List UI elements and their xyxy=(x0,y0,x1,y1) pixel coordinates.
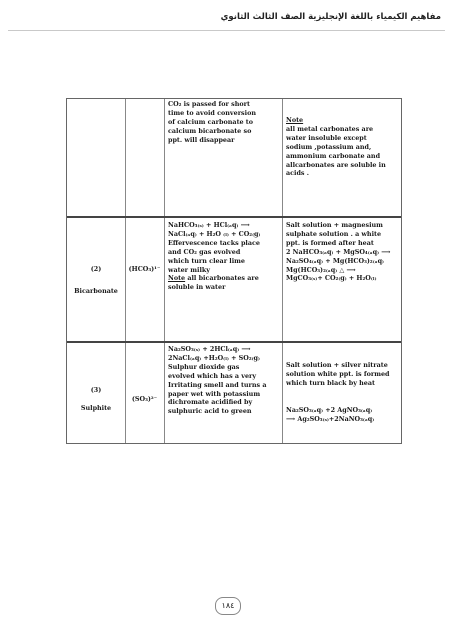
equation-line: NaHCO₃₍ₛ₎ + HCl₍ₐq₎ ⟶ xyxy=(168,221,250,229)
text-line: Irritating smell and turns a xyxy=(168,380,267,389)
sulphite-test-cell xyxy=(168,345,267,416)
sulphite-confirm-cell xyxy=(286,361,390,388)
bicarbonate-confirm-cell xyxy=(286,221,390,283)
top-note-cell xyxy=(286,116,386,178)
bicarbonate-test-cell xyxy=(168,221,260,292)
equation-line: 2 NaHCO₃₍ₐq₎ + MgSO₄₍ₐq₎ ⟶ xyxy=(286,247,391,256)
note-heading: Note xyxy=(286,116,304,124)
equation-line: ⟶ Ag₂SO₃₍ₛ₎+2NaNO₃₍ₐq₎ xyxy=(286,414,375,423)
note-text: soluble in water xyxy=(168,283,226,292)
row-divider xyxy=(67,216,401,218)
text-line: which turn clear lime xyxy=(168,256,245,265)
anion-formula: (HCO₃)¹⁻ xyxy=(128,265,161,273)
page-header: مفاهيم الكيمياء باللغة الإنجليزية الصف الثالث الثانوي xyxy=(220,12,441,22)
text-line: ammonium carbonate and xyxy=(286,151,381,160)
header-divider xyxy=(8,30,445,31)
column-divider xyxy=(282,99,283,443)
page-number: ١٨٤ xyxy=(215,597,241,615)
note-text: all bicarbonates are xyxy=(187,274,259,283)
text-line: allcarbonates are soluble in xyxy=(286,160,386,169)
text-line: which turn black by heat xyxy=(286,378,375,387)
reactions-table xyxy=(66,98,402,444)
text-line: water insoluble except xyxy=(286,133,367,142)
text-line: dichromate acidified by xyxy=(168,398,253,407)
text-line: acids . xyxy=(286,169,309,178)
text-line: Salt solution + silver nitrate xyxy=(286,361,388,369)
equation-line: Mg(HCO₃)₂₍ₐq₎ △ ⟶ xyxy=(286,265,356,274)
text-line: CO₂ is passed for short xyxy=(168,100,250,108)
row-divider xyxy=(67,341,401,343)
equation-line: NaCl₍ₐq₎ + H₂O ₍ₗ₎ + CO₂₍g₎ xyxy=(168,229,261,238)
anion-name: Bicarbonate xyxy=(74,287,118,295)
text-line: solution white ppt. is formed xyxy=(286,369,390,378)
text-line: Effervescence tacks place xyxy=(168,238,260,247)
note-heading: Note xyxy=(168,274,186,283)
sulphite-equation-cell xyxy=(286,406,374,424)
text-line: ppt. is formed after heat xyxy=(286,238,374,247)
text-line: sulphate solution . a white xyxy=(286,229,382,238)
text-line: sodium ,potassium and, xyxy=(286,142,372,151)
text-line: sulphuric acid to green xyxy=(168,407,252,416)
equation-line: Na₂SO₃₍ₐq₎ +2 AgNO₃₍ₐq₎ xyxy=(286,406,373,414)
top-left-cell xyxy=(168,100,256,145)
row-number: (3) xyxy=(90,386,102,394)
equation-line: Na₂SO₄₍ₐq₎ + Mg(HCO₃)₂₍ₐq₎ xyxy=(286,256,384,265)
text-line: all metal carbonates are xyxy=(286,124,374,133)
text-line: paper wet with potassium xyxy=(168,389,261,398)
text-line: water milky xyxy=(168,265,211,274)
anion-name: Sulphite xyxy=(80,404,112,412)
text-line: calcium bicarbonate so xyxy=(168,126,252,135)
anion-formula: (SO₃)²⁻ xyxy=(131,395,158,403)
text-line: of calcium carbonate to xyxy=(168,117,254,126)
equation-line: MgCO₃₍ₛ₎+ CO₂₍g₎ + H₂O₍ₗ₎ xyxy=(286,274,377,283)
text-line: Sulphur dioxide gas xyxy=(168,362,240,371)
text-line: ppt. will disappear xyxy=(168,135,235,144)
text-line: evolved which has a very xyxy=(168,371,257,380)
column-divider xyxy=(164,99,165,443)
text-line: Salt solution + magnesium xyxy=(286,221,383,229)
equation-line: Na₂SO₃₍ₛ₎ + 2HCl₍ₐq₎ ⟶ xyxy=(168,345,251,353)
text-line: and CO₂ gas evolved xyxy=(168,247,241,256)
equation-line: 2NaCl₍ₐq₎ +H₂O₍ₗ₎ + SO₂₍g₎ xyxy=(168,353,260,362)
text-line: time to avoid conversion xyxy=(168,108,256,117)
row-number: (2) xyxy=(90,265,102,273)
